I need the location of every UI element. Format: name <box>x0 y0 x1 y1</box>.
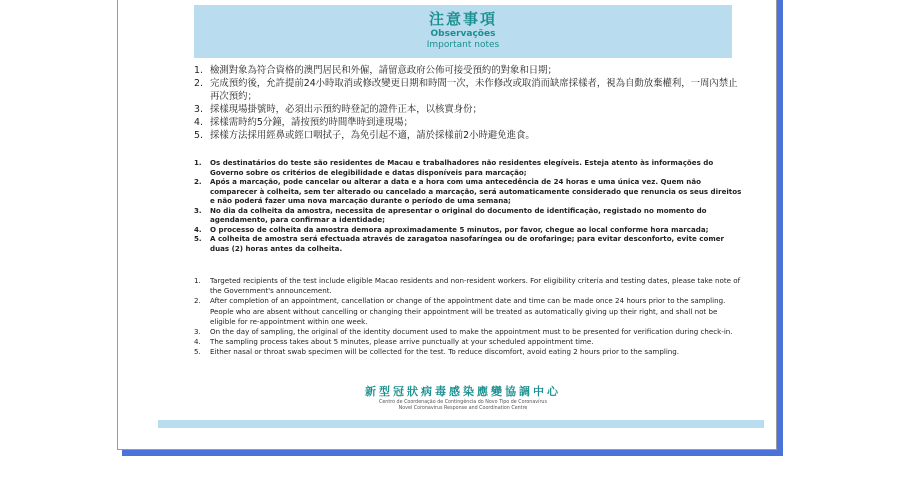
note-item <box>194 77 742 103</box>
note-item <box>194 327 742 337</box>
note-item <box>194 234 742 253</box>
note-item <box>194 177 742 206</box>
note-item <box>194 206 742 225</box>
note-text: After completion of an appointment, cancellation or change of the appointment date and time can be made once 24 hours prior to the sampling. People who are absent without cancelling or changing their appointment will be treated as automatically giving up their right, and shall not be eligible for re-appointment within one week. <box>210 296 726 326</box>
note-number: 2. <box>194 78 203 89</box>
note-text: 採樣方法採用經鼻或經口咽拭子，為免引起不適，請於採樣前2小時避免進食。 <box>210 130 535 141</box>
footer-org <box>194 385 732 412</box>
note-item <box>194 225 742 235</box>
org-name-zh: 新型冠狀病毒感染應變協調中心 <box>365 385 561 398</box>
note-text: On the day of sampling, the original of the identity document used to make the appointment must to be presented for verification during check-in. <box>210 327 733 337</box>
note-text: Targeted recipients of the test include eligible Macao residents and non-resident workers. For eligibility criteria and testing dates, please take note of the Government's announcement. <box>210 276 741 296</box>
note-text: 採樣需時約5分鐘，請按預約時間準時到達現場； <box>210 117 413 128</box>
title-pt: Observações <box>430 29 496 39</box>
note-text: O processo de colheita da amostra demora aproximadamente 5 minutos, por favor, chegue ao local conforme hora marcada; <box>210 224 709 234</box>
note-number: 4. <box>194 337 201 347</box>
notes-list-en <box>194 276 742 358</box>
note-number: 2. <box>194 296 201 306</box>
note-item <box>194 347 742 357</box>
note-item <box>194 276 742 296</box>
note-number: 4. <box>194 117 203 128</box>
note-item <box>194 103 742 116</box>
notes-list-pt <box>194 158 742 253</box>
note-number: 5. <box>194 347 201 357</box>
note-item <box>194 116 742 129</box>
note-item <box>194 337 742 347</box>
notes-list-zh <box>194 64 742 142</box>
title-zh: 注意事項 <box>428 10 497 28</box>
note-number: 1. <box>194 158 202 167</box>
note-text: 採樣現場掛號時，必須出示預約時登記的證件正本，以核實身份； <box>210 104 482 115</box>
document-page <box>117 0 777 450</box>
note-item <box>194 158 742 177</box>
note-text: No dia da colheita da amostra, necessita de apresentar o original do documento de identificação, registado no momento do agendamento, para confirmar a identidade; <box>210 205 707 224</box>
org-name-pt: Centro de Coordenação de Contingência do Novo Tipo de Coronavírus <box>379 400 547 405</box>
note-number: 1. <box>194 276 201 285</box>
note-text: A colheita de amostra será efectuada através de zaragatoa nasofaríngea ou de orofaringe; para evitar desconforto, evite comer duas (2) horas antes da colheita. <box>210 234 725 253</box>
note-text: 檢測對象為符合資格的澳門居民和外僱，請留意政府公佈可接受預約的對象和日期； <box>210 65 557 76</box>
note-number: 4. <box>194 224 202 234</box>
note-item <box>194 129 742 142</box>
note-number: 2. <box>194 177 202 186</box>
note-number: 1. <box>194 65 203 76</box>
title-en: Important notes <box>426 40 500 50</box>
note-item <box>194 64 742 77</box>
note-text: Após a marcação, pode cancelar ou alterar a data e a hora com uma antecedência de 24 horas e uma única vez. Quem não comparecer à colheita, sem ter alterado ou cancelado a marcação, será automaticamente considerado que renuncia os seus direitos e não poderá fazer uma nova marcação durante o período de uma semana; <box>210 177 742 205</box>
note-number: 3. <box>194 205 202 215</box>
note-number: 5. <box>194 234 202 243</box>
header-band <box>194 5 732 58</box>
note-item <box>194 296 742 327</box>
note-number: 3. <box>194 327 201 337</box>
note-number: 5. <box>194 130 203 141</box>
note-number: 3. <box>194 104 203 115</box>
note-text: Either nasal or throat swab specimen will be collected for the test. To reduce discomfort, avoid eating 2 hours prior to the sampling. <box>210 347 680 357</box>
footer-bar <box>158 420 764 428</box>
note-text: 完成預約後，允許提前24小時取消或修改變更日期和時間一次，未作修改或取消而缺席採樣者，視為自動放棄權利，一周內禁止再次預約； <box>210 78 738 102</box>
note-text: The sampling process takes about 5 minutes, please arrive punctually at your scheduled appointment time. <box>210 337 594 347</box>
note-text: Os destinatários do teste são residentes de Macau e trabalhadores não residentes elegíveis. Esteja atento às informações do Governo sobre os critérios de elegibilidade e datas disponíveis para marcação; <box>210 158 714 177</box>
org-name-en: Novel Coronavirus Response and Coordination Centre <box>398 406 528 411</box>
